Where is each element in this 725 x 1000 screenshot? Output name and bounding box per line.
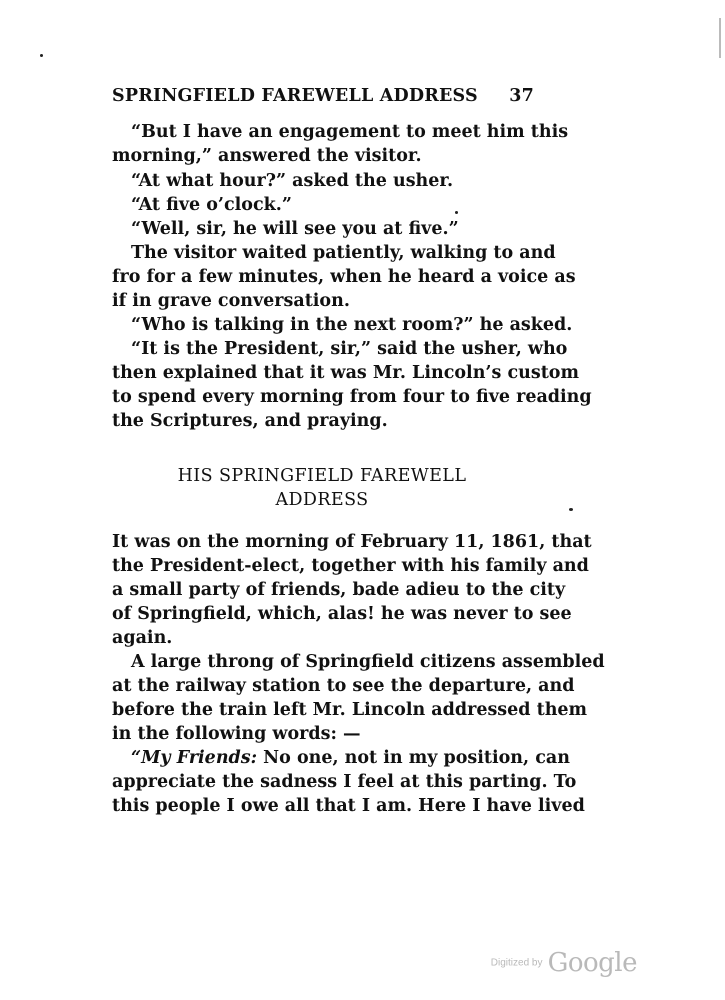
quote-first-line xyxy=(131,746,570,770)
text-line: before the train left Mr. Lincoln addressed them xyxy=(112,700,588,720)
text-line: then explained that it was Mr. Lincoln’s custom xyxy=(112,363,579,383)
text-line: “But I have an engagement to meet him this xyxy=(131,122,569,142)
running-head xyxy=(112,86,532,106)
text-line: in the following words: — xyxy=(112,724,361,744)
scan-edge-mark xyxy=(719,18,721,58)
text-line: the President-elect, together with his family and xyxy=(112,556,589,576)
text-line: to spend every morning from four to five reading xyxy=(112,387,592,407)
text-line: at the railway station to see the departure, and xyxy=(112,676,575,696)
watermark-prefix: Digitized by xyxy=(490,957,543,969)
quote-first-line-text: No one, not in my position, can xyxy=(257,748,570,768)
text-line: of Springfield, which, alas! he was never to see xyxy=(112,604,572,624)
text-line: “At five o’clock.” xyxy=(131,195,292,215)
text-line: appreciate the sadness I feel at this parting. To xyxy=(112,772,577,792)
text-line: A large throng of Springfield citizens assembled xyxy=(131,652,605,672)
text-line: “At what hour?” asked the usher. xyxy=(131,171,454,191)
scan-speck xyxy=(569,508,573,511)
scan-speck xyxy=(455,211,458,214)
watermark-brand: Google xyxy=(547,948,637,978)
digitized-by-google-watermark xyxy=(491,948,637,978)
text-line: The visitor waited patiently, walking to and xyxy=(131,243,556,263)
section-heading-line: HIS SPRINGFIELD FAREWELL xyxy=(177,466,467,486)
text-line: a small party of friends, bade adieu to the city xyxy=(112,580,566,600)
text-line: “Who is talking in the next room?” he asked. xyxy=(131,315,573,335)
text-line: this people I owe all that I am. Here I have lived xyxy=(112,796,585,816)
text-line: again. xyxy=(112,628,173,648)
quote-salutation: “My Friends: xyxy=(131,748,258,768)
section-heading-line: ADDRESS xyxy=(275,490,369,510)
text-line: fro for a few minutes, when he heard a voice as xyxy=(112,267,576,287)
running-head-title: SPRINGFIELD FAREWELL ADDRESS xyxy=(112,86,478,106)
text-line: “It is the President, sir,” said the usher, who xyxy=(131,339,568,359)
scan-speck xyxy=(40,54,43,57)
text-line: if in grave conversation. xyxy=(112,291,350,311)
section-first-line xyxy=(112,530,592,554)
section-first-line-text: was on the morning of February 11, 1861, that xyxy=(128,532,592,552)
dropcap: It xyxy=(112,532,129,552)
text-line: morning,” answered the visitor. xyxy=(112,146,422,166)
text-line: “Well, sir, he will see you at five.” xyxy=(131,219,459,239)
page-number: 37 xyxy=(509,86,534,106)
text-line: the Scriptures, and praying. xyxy=(112,411,388,431)
